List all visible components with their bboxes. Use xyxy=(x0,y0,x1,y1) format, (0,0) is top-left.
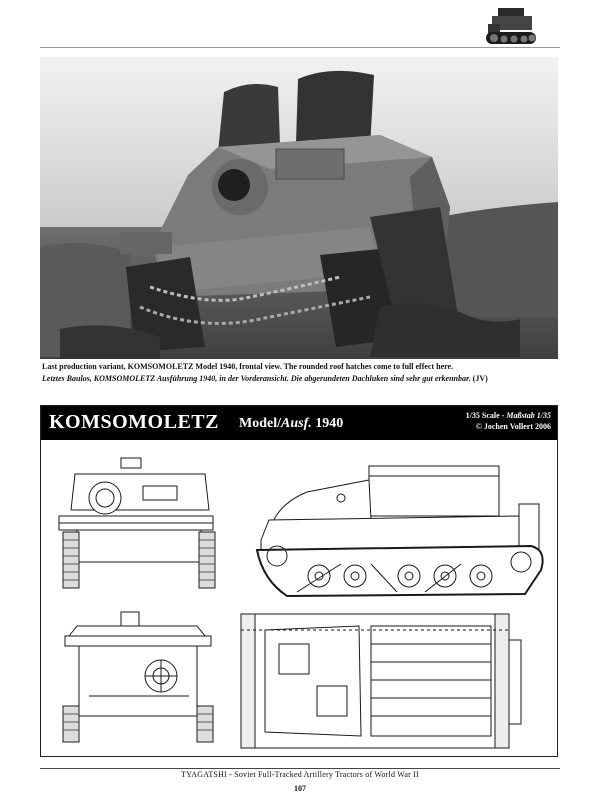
model-year: 1940 xyxy=(315,416,344,431)
model-word: Model/ xyxy=(239,416,281,431)
copyright-line: © Jochen Vollert 2006 xyxy=(475,422,551,431)
footer-book-title: TYAGATSHI - Soviet Full-Tracked Artillery Tractors of World War II xyxy=(181,770,419,779)
vehicle-name: KOMSOMOLETZ xyxy=(49,411,219,433)
scale-drawings xyxy=(41,440,557,756)
scale-notice xyxy=(466,410,551,432)
caption-german-text: Letztes Baulos, KOMSOMOLETZ Ausführung 1940, in der Vorderansicht. Die abgerundeten Dachluken sind sehr gut erkennbar. xyxy=(42,374,471,383)
vehicle-photograph xyxy=(40,57,558,359)
scale-label: 1/35 Scale - xyxy=(465,411,505,420)
scale-line xyxy=(466,410,551,421)
side-view-drawing xyxy=(257,466,543,596)
top-view-drawing xyxy=(241,614,521,748)
photo-credit: (JV) xyxy=(472,374,488,383)
footer-rule xyxy=(40,768,560,769)
rear-view-drawing xyxy=(63,612,213,742)
plate-title-bar xyxy=(41,406,557,440)
model-word-german: Ausf. xyxy=(281,416,312,431)
front-view-drawing xyxy=(59,458,215,588)
photo-caption-german xyxy=(42,373,558,384)
photo-caption-english: Last production variant, KOMSOMOLETZ Model 1940, frontal view. The rounded roof hatches come to full effect here. xyxy=(42,362,454,371)
header-vehicle-thumbnail xyxy=(482,4,540,50)
page-number: 107 xyxy=(294,784,306,793)
scale-drawing-plate xyxy=(40,405,558,757)
model-designation xyxy=(239,416,343,432)
scale-label-german: Maßstab 1/35 xyxy=(506,411,551,420)
header-rule xyxy=(40,47,560,48)
